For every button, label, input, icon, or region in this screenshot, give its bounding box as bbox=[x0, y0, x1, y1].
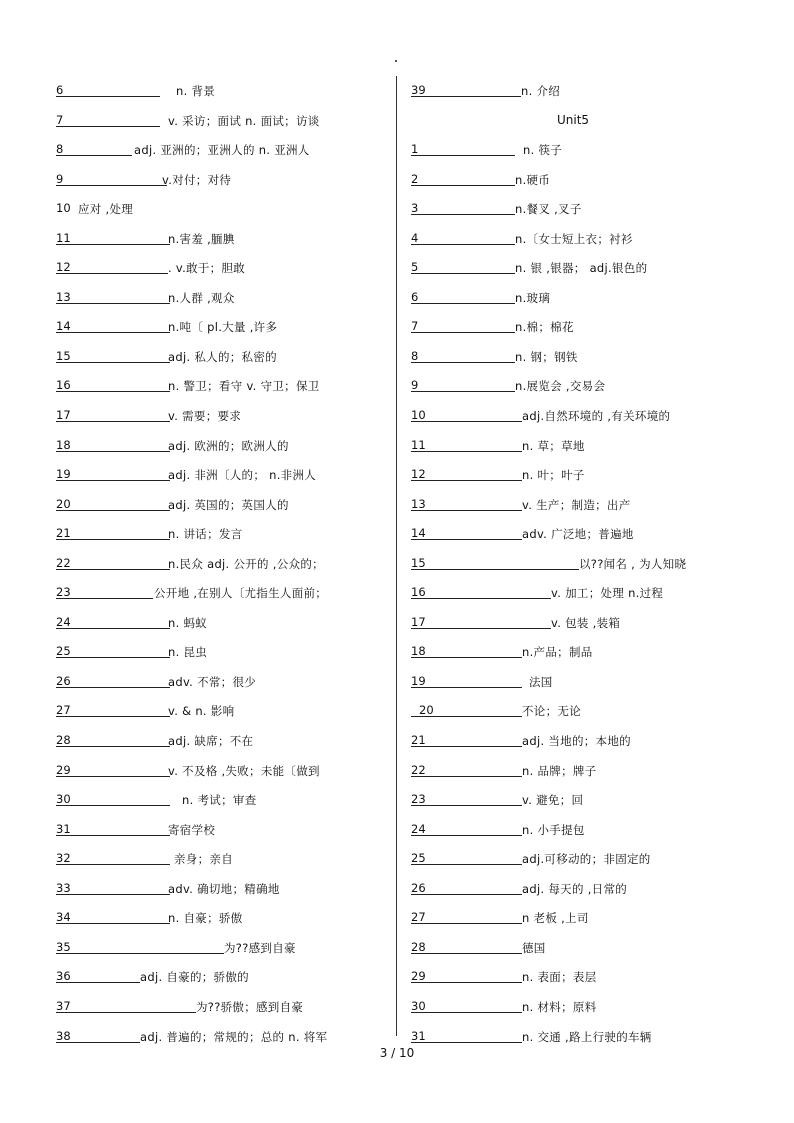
vocab-row bbox=[411, 110, 751, 140]
item-number: 32 bbox=[56, 851, 71, 866]
item-number: 21 bbox=[411, 733, 426, 748]
item-number: 25 bbox=[411, 851, 426, 866]
item-number: 15 bbox=[411, 555, 426, 570]
item-number: 8 bbox=[411, 348, 419, 363]
blank-line[interactable] bbox=[411, 805, 522, 806]
item-definition: 寄宿学校 bbox=[168, 822, 216, 837]
item-number: 39 bbox=[411, 83, 426, 97]
vocab-row bbox=[411, 169, 751, 199]
vocab-row bbox=[56, 789, 386, 819]
item-number: 14 bbox=[56, 319, 71, 334]
item-definition: n.餐叉 ,叉子 bbox=[515, 202, 582, 217]
item-definition: n.展览会 ,交易会 bbox=[515, 379, 606, 394]
item-definition: v. 需要；要求 bbox=[168, 409, 242, 424]
vocab-row bbox=[56, 198, 386, 228]
blank-line[interactable] bbox=[411, 391, 515, 392]
item-number: 15 bbox=[56, 348, 71, 363]
vocab-row bbox=[56, 582, 386, 612]
item-number: 3 bbox=[411, 201, 419, 216]
item-definition: adj.自然环境的 ,有关环境的 bbox=[522, 409, 671, 424]
item-number: 37 bbox=[56, 998, 71, 1013]
blank-line[interactable] bbox=[56, 273, 168, 274]
vocab-row bbox=[56, 405, 386, 435]
blank-line[interactable] bbox=[56, 687, 170, 688]
item-number: 27 bbox=[56, 703, 71, 718]
item-number: 35 bbox=[56, 939, 71, 954]
item-number: 12 bbox=[56, 260, 71, 275]
item-definition: n 老板 ,上司 bbox=[522, 911, 589, 926]
item-number: 27 bbox=[411, 910, 426, 925]
vocab-row bbox=[411, 228, 751, 258]
vocab-row bbox=[411, 405, 751, 435]
vocab-row bbox=[56, 346, 386, 376]
blank-line[interactable] bbox=[411, 362, 515, 363]
item-definition: n. 交通 ,路上行驶的车辆 bbox=[522, 1029, 652, 1044]
vocab-row bbox=[411, 582, 751, 612]
item-number: 6 bbox=[411, 289, 419, 304]
blank-line[interactable] bbox=[411, 864, 522, 865]
blank-line[interactable] bbox=[411, 451, 522, 452]
vocab-row bbox=[56, 878, 386, 908]
item-number: 34 bbox=[56, 910, 71, 925]
blank-line[interactable] bbox=[411, 835, 522, 836]
item-definition: v. 避免；回 bbox=[522, 793, 584, 808]
vocab-row bbox=[56, 937, 386, 967]
item-number: 13 bbox=[411, 496, 426, 511]
blank-line[interactable] bbox=[411, 214, 515, 215]
item-number: 23 bbox=[411, 792, 426, 807]
item-definition: n. 品牌；牌子 bbox=[522, 763, 597, 778]
item-number: 1 bbox=[411, 142, 419, 157]
item-number: 22 bbox=[411, 762, 426, 777]
vocab-row bbox=[56, 523, 386, 553]
vocab-row bbox=[411, 730, 751, 760]
blank-line[interactable] bbox=[411, 628, 551, 629]
blank-line[interactable] bbox=[411, 657, 522, 658]
item-definition: v. 包装 ,装箱 bbox=[551, 615, 621, 630]
blank-line[interactable] bbox=[411, 510, 522, 511]
item-definition: adj. 非洲〔人的； n.非洲人 bbox=[168, 468, 317, 483]
item-definition: n. 讲话；发言 bbox=[168, 527, 243, 542]
item-definition: 德国 bbox=[522, 940, 546, 955]
item-definition: n. 警卫；看守 v. 守卫；保卫 bbox=[168, 379, 320, 394]
blank-line[interactable] bbox=[411, 923, 522, 924]
item-definition: adj. 当地的；本地的 bbox=[522, 734, 631, 749]
top-dot bbox=[395, 60, 397, 62]
blank-line[interactable] bbox=[411, 185, 515, 186]
blank-line[interactable] bbox=[411, 894, 522, 895]
blank-line[interactable] bbox=[56, 923, 170, 924]
item-number: 6 bbox=[56, 83, 64, 97]
item-number: 8 bbox=[56, 142, 64, 157]
item-definition: n.吨〔 pl.大量 ,许多 bbox=[168, 320, 278, 335]
blank-line[interactable] bbox=[56, 1012, 196, 1013]
blank-line[interactable] bbox=[411, 953, 522, 954]
vocab-row bbox=[56, 257, 386, 287]
unit-title: Unit5 bbox=[557, 112, 590, 127]
item-definition: adj.可移动的；非固定的 bbox=[522, 852, 651, 867]
item-number: 14 bbox=[411, 526, 426, 541]
blank-line[interactable] bbox=[411, 421, 522, 422]
item-definition: . v.敢于；胆敢 bbox=[168, 261, 246, 276]
blank-line[interactable] bbox=[56, 126, 160, 127]
item-number: 28 bbox=[56, 733, 71, 748]
vocab-row bbox=[56, 80, 386, 110]
vocab-row bbox=[411, 760, 751, 790]
item-number: 29 bbox=[56, 762, 71, 777]
blank-line[interactable] bbox=[56, 805, 170, 806]
blank-line[interactable] bbox=[56, 894, 170, 895]
item-definition: 应对 ,处理 bbox=[78, 202, 134, 217]
vocab-row bbox=[56, 700, 386, 730]
vocab-row bbox=[56, 819, 386, 849]
blank-line[interactable] bbox=[411, 1012, 522, 1013]
blank-line[interactable] bbox=[56, 510, 170, 511]
blank-line[interactable] bbox=[411, 716, 522, 717]
item-definition: adv. 确切地；精确地 bbox=[168, 881, 280, 896]
item-definition: 为??感到自豪 bbox=[224, 940, 296, 955]
vocab-row bbox=[411, 996, 751, 1026]
item-number: 2 bbox=[411, 171, 419, 186]
blank-line[interactable] bbox=[56, 332, 170, 333]
vocab-row bbox=[411, 287, 751, 317]
column-divider bbox=[396, 76, 397, 1036]
item-definition: n.〔女士短上衣；衬衫 bbox=[515, 231, 633, 246]
blank-line[interactable] bbox=[411, 569, 579, 570]
item-definition: n.害羞 ,腼腆 bbox=[168, 231, 235, 246]
item-number: 20 bbox=[56, 496, 71, 511]
vocab-row bbox=[56, 494, 386, 524]
blank-line[interactable] bbox=[411, 776, 522, 777]
blank-line[interactable] bbox=[411, 273, 515, 274]
blank-line[interactable] bbox=[56, 864, 170, 865]
blank-line[interactable] bbox=[411, 303, 515, 304]
item-number: 28 bbox=[411, 939, 426, 954]
item-definition: n. 钢；钢铁 bbox=[515, 349, 578, 364]
item-number: 17 bbox=[56, 408, 71, 423]
item-number: 26 bbox=[411, 880, 426, 895]
vocab-row bbox=[411, 316, 751, 346]
item-definition: n. 小手提包 bbox=[522, 822, 585, 837]
item-number: 10 bbox=[411, 408, 426, 423]
page-number: 3 / 10 bbox=[379, 1046, 415, 1060]
vocab-row bbox=[56, 760, 386, 790]
vocab-row bbox=[56, 464, 386, 494]
item-definition: v. & n. 影响 bbox=[168, 704, 235, 719]
vocab-row bbox=[56, 287, 386, 317]
blank-line[interactable] bbox=[56, 1042, 140, 1043]
item-definition: adj. 私人的；私密的 bbox=[168, 349, 277, 364]
item-number: 10 bbox=[56, 201, 71, 216]
item-definition: v. 不及格 ,失败；未能〔做到 bbox=[168, 763, 320, 778]
vocab-row bbox=[56, 907, 386, 937]
item-definition: n.棉；棉花 bbox=[515, 320, 574, 335]
item-number: 26 bbox=[56, 673, 71, 688]
item-definition: 为??骄傲；感到自豪 bbox=[196, 999, 304, 1014]
item-number: 22 bbox=[56, 555, 71, 570]
item-number: 23 bbox=[56, 585, 71, 600]
item-definition: 亲身；亲自 bbox=[174, 852, 233, 867]
item-number: 17 bbox=[411, 614, 426, 629]
blank-line[interactable] bbox=[411, 982, 522, 983]
item-definition: 法国 bbox=[529, 674, 553, 689]
vocab-row bbox=[56, 996, 386, 1026]
item-number: 24 bbox=[411, 821, 426, 836]
item-definition: n.玻璃 bbox=[515, 290, 551, 305]
vocab-row bbox=[411, 966, 751, 996]
item-number: 30 bbox=[411, 998, 426, 1013]
blank-line[interactable] bbox=[56, 155, 132, 156]
blank-line[interactable] bbox=[56, 480, 170, 481]
blank-line[interactable] bbox=[56, 96, 160, 97]
item-definition: adv. 不常；很少 bbox=[168, 674, 257, 689]
item-definition: n.民众 adj. 公开的 ,公众的； bbox=[168, 556, 324, 571]
item-definition: adj. 英国的；英国人的 bbox=[168, 497, 289, 512]
vocab-row bbox=[411, 80, 751, 110]
blank-line[interactable] bbox=[56, 776, 170, 777]
item-number: 19 bbox=[56, 467, 71, 482]
vocab-row bbox=[56, 110, 386, 140]
item-definition: adv. 广泛地；普遍地 bbox=[522, 527, 634, 542]
item-definition: n. 材料；原料 bbox=[522, 999, 597, 1014]
vocab-row bbox=[411, 553, 751, 583]
vocab-row bbox=[56, 435, 386, 465]
blank-line[interactable] bbox=[56, 835, 170, 836]
vocab-row bbox=[411, 375, 751, 405]
blank-line[interactable] bbox=[56, 303, 170, 304]
blank-line[interactable] bbox=[411, 539, 522, 540]
blank-line[interactable] bbox=[56, 953, 224, 954]
vocab-row bbox=[411, 671, 751, 701]
blank-line[interactable] bbox=[411, 746, 522, 747]
item-definition: adj. 自豪的；骄傲的 bbox=[140, 970, 249, 985]
item-number: 31 bbox=[56, 821, 71, 836]
vocab-row bbox=[56, 612, 386, 642]
item-number: 7 bbox=[56, 112, 64, 127]
item-number: 18 bbox=[56, 437, 71, 452]
item-number: 25 bbox=[56, 644, 71, 659]
vocab-row bbox=[411, 907, 751, 937]
blank-line[interactable] bbox=[56, 451, 170, 452]
item-definition: n. 考试；审查 bbox=[182, 793, 257, 808]
item-number: 31 bbox=[411, 1028, 426, 1043]
item-definition: n. 昆虫 bbox=[168, 645, 208, 660]
vocab-row bbox=[411, 346, 751, 376]
item-definition: v. 生产；制造；出产 bbox=[522, 497, 631, 512]
item-definition: 公开地 ,在别人〔尤指生人面前； bbox=[154, 586, 328, 601]
blank-line[interactable] bbox=[56, 539, 170, 540]
vocab-row bbox=[411, 819, 751, 849]
left-column bbox=[56, 80, 386, 1055]
vocab-row bbox=[411, 523, 751, 553]
item-number: 18 bbox=[411, 644, 426, 659]
vocab-row bbox=[411, 435, 751, 465]
item-definition: n. 叶；叶子 bbox=[522, 468, 585, 483]
blank-line[interactable] bbox=[411, 598, 551, 599]
right-column bbox=[411, 80, 751, 1055]
blank-line[interactable] bbox=[56, 185, 167, 186]
blank-line[interactable] bbox=[411, 244, 515, 245]
vocab-row bbox=[411, 878, 751, 908]
vocab-row bbox=[411, 848, 751, 878]
item-definition: 以??闻名 , 为人知晓 bbox=[579, 556, 687, 571]
blank-line[interactable] bbox=[56, 362, 170, 363]
blank-line[interactable] bbox=[411, 332, 515, 333]
item-definition: n.硬币 bbox=[515, 172, 551, 187]
item-definition: n.人群 ,观众 bbox=[168, 290, 235, 305]
blank-line[interactable] bbox=[56, 569, 170, 570]
item-number: 11 bbox=[56, 230, 71, 245]
vocab-row bbox=[411, 700, 751, 730]
vocab-row bbox=[56, 375, 386, 405]
item-definition: n. 草；草地 bbox=[522, 438, 585, 453]
item-number: 5 bbox=[411, 260, 419, 275]
blank-line[interactable] bbox=[56, 598, 153, 599]
vocab-row bbox=[56, 228, 386, 258]
vocab-row bbox=[411, 612, 751, 642]
item-definition: v. 加工；处理 n.过程 bbox=[551, 586, 664, 601]
item-number: 38 bbox=[56, 1028, 71, 1043]
vocab-row bbox=[411, 494, 751, 524]
vocab-row bbox=[411, 257, 751, 287]
vocab-row bbox=[56, 139, 386, 169]
blank-line[interactable] bbox=[56, 628, 170, 629]
item-number: 4 bbox=[411, 230, 419, 245]
vocab-row bbox=[56, 553, 386, 583]
blank-line[interactable] bbox=[411, 96, 521, 97]
blank-line[interactable] bbox=[56, 244, 170, 245]
blank-line[interactable] bbox=[56, 391, 170, 392]
item-definition: n. 介绍 bbox=[521, 84, 561, 98]
item-definition: adj. 缺席；不在 bbox=[168, 734, 254, 749]
item-definition: n. 蚂蚁 bbox=[168, 615, 208, 630]
item-number: 9 bbox=[411, 378, 419, 393]
item-number: 16 bbox=[411, 585, 426, 600]
item-definition: adj. 每天的 ,日常的 bbox=[522, 881, 628, 896]
vocab-row bbox=[56, 641, 386, 671]
item-number: 12 bbox=[411, 467, 426, 482]
vocab-row bbox=[411, 464, 751, 494]
item-number: 29 bbox=[411, 969, 426, 984]
item-definition: v.对付；对待 bbox=[162, 172, 232, 187]
blank-line[interactable] bbox=[56, 982, 140, 983]
vocab-row bbox=[56, 169, 386, 199]
item-number: 21 bbox=[56, 526, 71, 541]
blank-line[interactable] bbox=[411, 155, 515, 156]
vocab-row bbox=[56, 730, 386, 760]
item-definition: v. 采访；面试 n. 面试；访谈 bbox=[168, 113, 320, 128]
vocab-row bbox=[411, 198, 751, 228]
blank-line[interactable] bbox=[411, 480, 522, 481]
item-number: 20 bbox=[419, 703, 434, 718]
vocab-row bbox=[56, 966, 386, 996]
item-number: 19 bbox=[411, 673, 426, 688]
item-definition: n. 自豪；骄傲 bbox=[168, 911, 243, 926]
blank-line[interactable] bbox=[411, 687, 522, 688]
blank-line[interactable] bbox=[56, 657, 170, 658]
blank-line[interactable] bbox=[56, 421, 170, 422]
blank-line[interactable] bbox=[411, 1042, 522, 1043]
vocab-row bbox=[411, 641, 751, 671]
item-number: 24 bbox=[56, 614, 71, 629]
vocab-row bbox=[56, 671, 386, 701]
item-definition: n.产品；制品 bbox=[522, 645, 593, 660]
item-number: 16 bbox=[56, 378, 71, 393]
item-definition: adj. 欧洲的；欧洲人的 bbox=[168, 438, 289, 453]
item-definition: adj. 亚洲的；亚洲人的 n. 亚洲人 bbox=[134, 143, 310, 158]
item-definition: 不论；无论 bbox=[522, 704, 581, 719]
blank-line[interactable] bbox=[56, 746, 170, 747]
item-definition: n. 背景 bbox=[176, 84, 216, 98]
blank-line[interactable] bbox=[56, 716, 170, 717]
vocab-row bbox=[411, 789, 751, 819]
item-definition: n. 表面；表层 bbox=[522, 970, 597, 985]
vocab-row bbox=[411, 937, 751, 967]
item-definition: n. 筷子 bbox=[523, 143, 563, 158]
item-number: 9 bbox=[56, 171, 64, 186]
item-definition: n. 银 ,银器； adj.银色的 bbox=[515, 261, 648, 276]
item-number: 11 bbox=[411, 437, 426, 452]
item-number: 7 bbox=[411, 319, 419, 334]
item-number: 36 bbox=[56, 969, 71, 984]
vocab-row bbox=[56, 848, 386, 878]
vocab-row bbox=[411, 139, 751, 169]
item-number: 33 bbox=[56, 880, 71, 895]
item-definition: adj. 普遍的；常规的；总的 n. 将军 bbox=[140, 1029, 328, 1044]
item-number: 13 bbox=[56, 289, 71, 304]
item-number: 30 bbox=[56, 792, 71, 807]
vocab-row bbox=[56, 316, 386, 346]
